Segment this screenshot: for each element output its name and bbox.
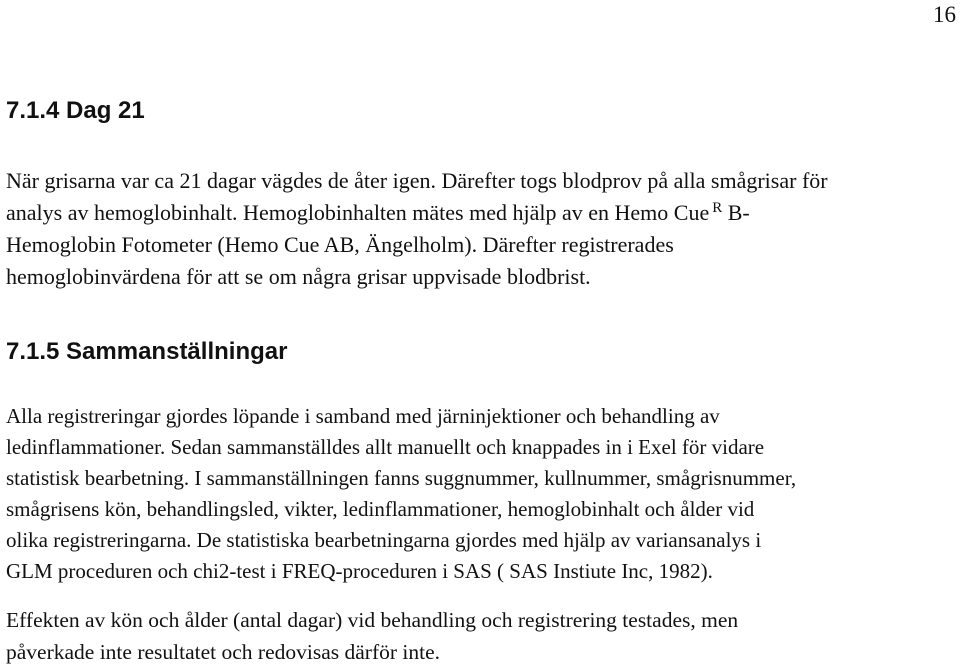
paragraph-dag-21 (6, 165, 960, 293)
paragraph-effekten (6, 604, 960, 668)
paragraph-line (6, 197, 960, 229)
paragraph-line-text: analys av hemoglobinhalt. Hemoglobinhalten mätes med hjälp av en Hemo Cue (6, 200, 710, 225)
page-number: 16 (933, 2, 956, 27)
registered-superscript: R (712, 199, 723, 216)
paragraph-line: ledinflammationer. Sedan sammanställdes allt manuellt och knappades in i Exel för vidare (6, 435, 765, 459)
section-heading-sammanstallningar: 7.1.5 Sammanställningar (6, 338, 288, 365)
paragraph-line: GLM proceduren och chi2-test i FREQ-proceduren i SAS ( SAS Instiute Inc, 1982). (6, 559, 713, 583)
paragraph-line: Effekten av kön och ålder (antal dagar) vid behandling och registrering testades, men (6, 608, 739, 632)
paragraph-line: påverkade inte resultatet och redovisas därför inte. (6, 640, 440, 664)
paragraph-line: olika registreringarna. De statistiska bearbetningarna gjordes med hjälp av variansanalys i (6, 528, 762, 552)
paragraph-sammanstallningar (6, 401, 960, 587)
paragraph-line: smågrisens kön, behandlingsled, vikter, ledinflammationer, hemoglobinhalt och ålder vid (6, 497, 755, 521)
section-heading-dag-21: 7.1.4 Dag 21 (6, 97, 145, 124)
paragraph-line: När grisarna var ca 21 dagar vägdes de åter igen. Därefter togs blodprov på alla smågrisar för (6, 168, 828, 193)
paragraph-line: statistisk bearbetning. I sammanställningen fanns suggnummer, kullnummer, smågrisnummer, (6, 466, 797, 490)
paragraph-line: Hemoglobin Fotometer (Hemo Cue AB, Ängelholm). Därefter registrerades (6, 232, 674, 257)
paragraph-line: hemoglobinvärdena för att se om några grisar uppvisade blodbrist. (6, 264, 591, 289)
paragraph-line-tail: B- (722, 200, 750, 225)
paragraph-line: Alla registreringar gjordes löpande i samband med järninjektioner och behandling av (6, 404, 720, 428)
